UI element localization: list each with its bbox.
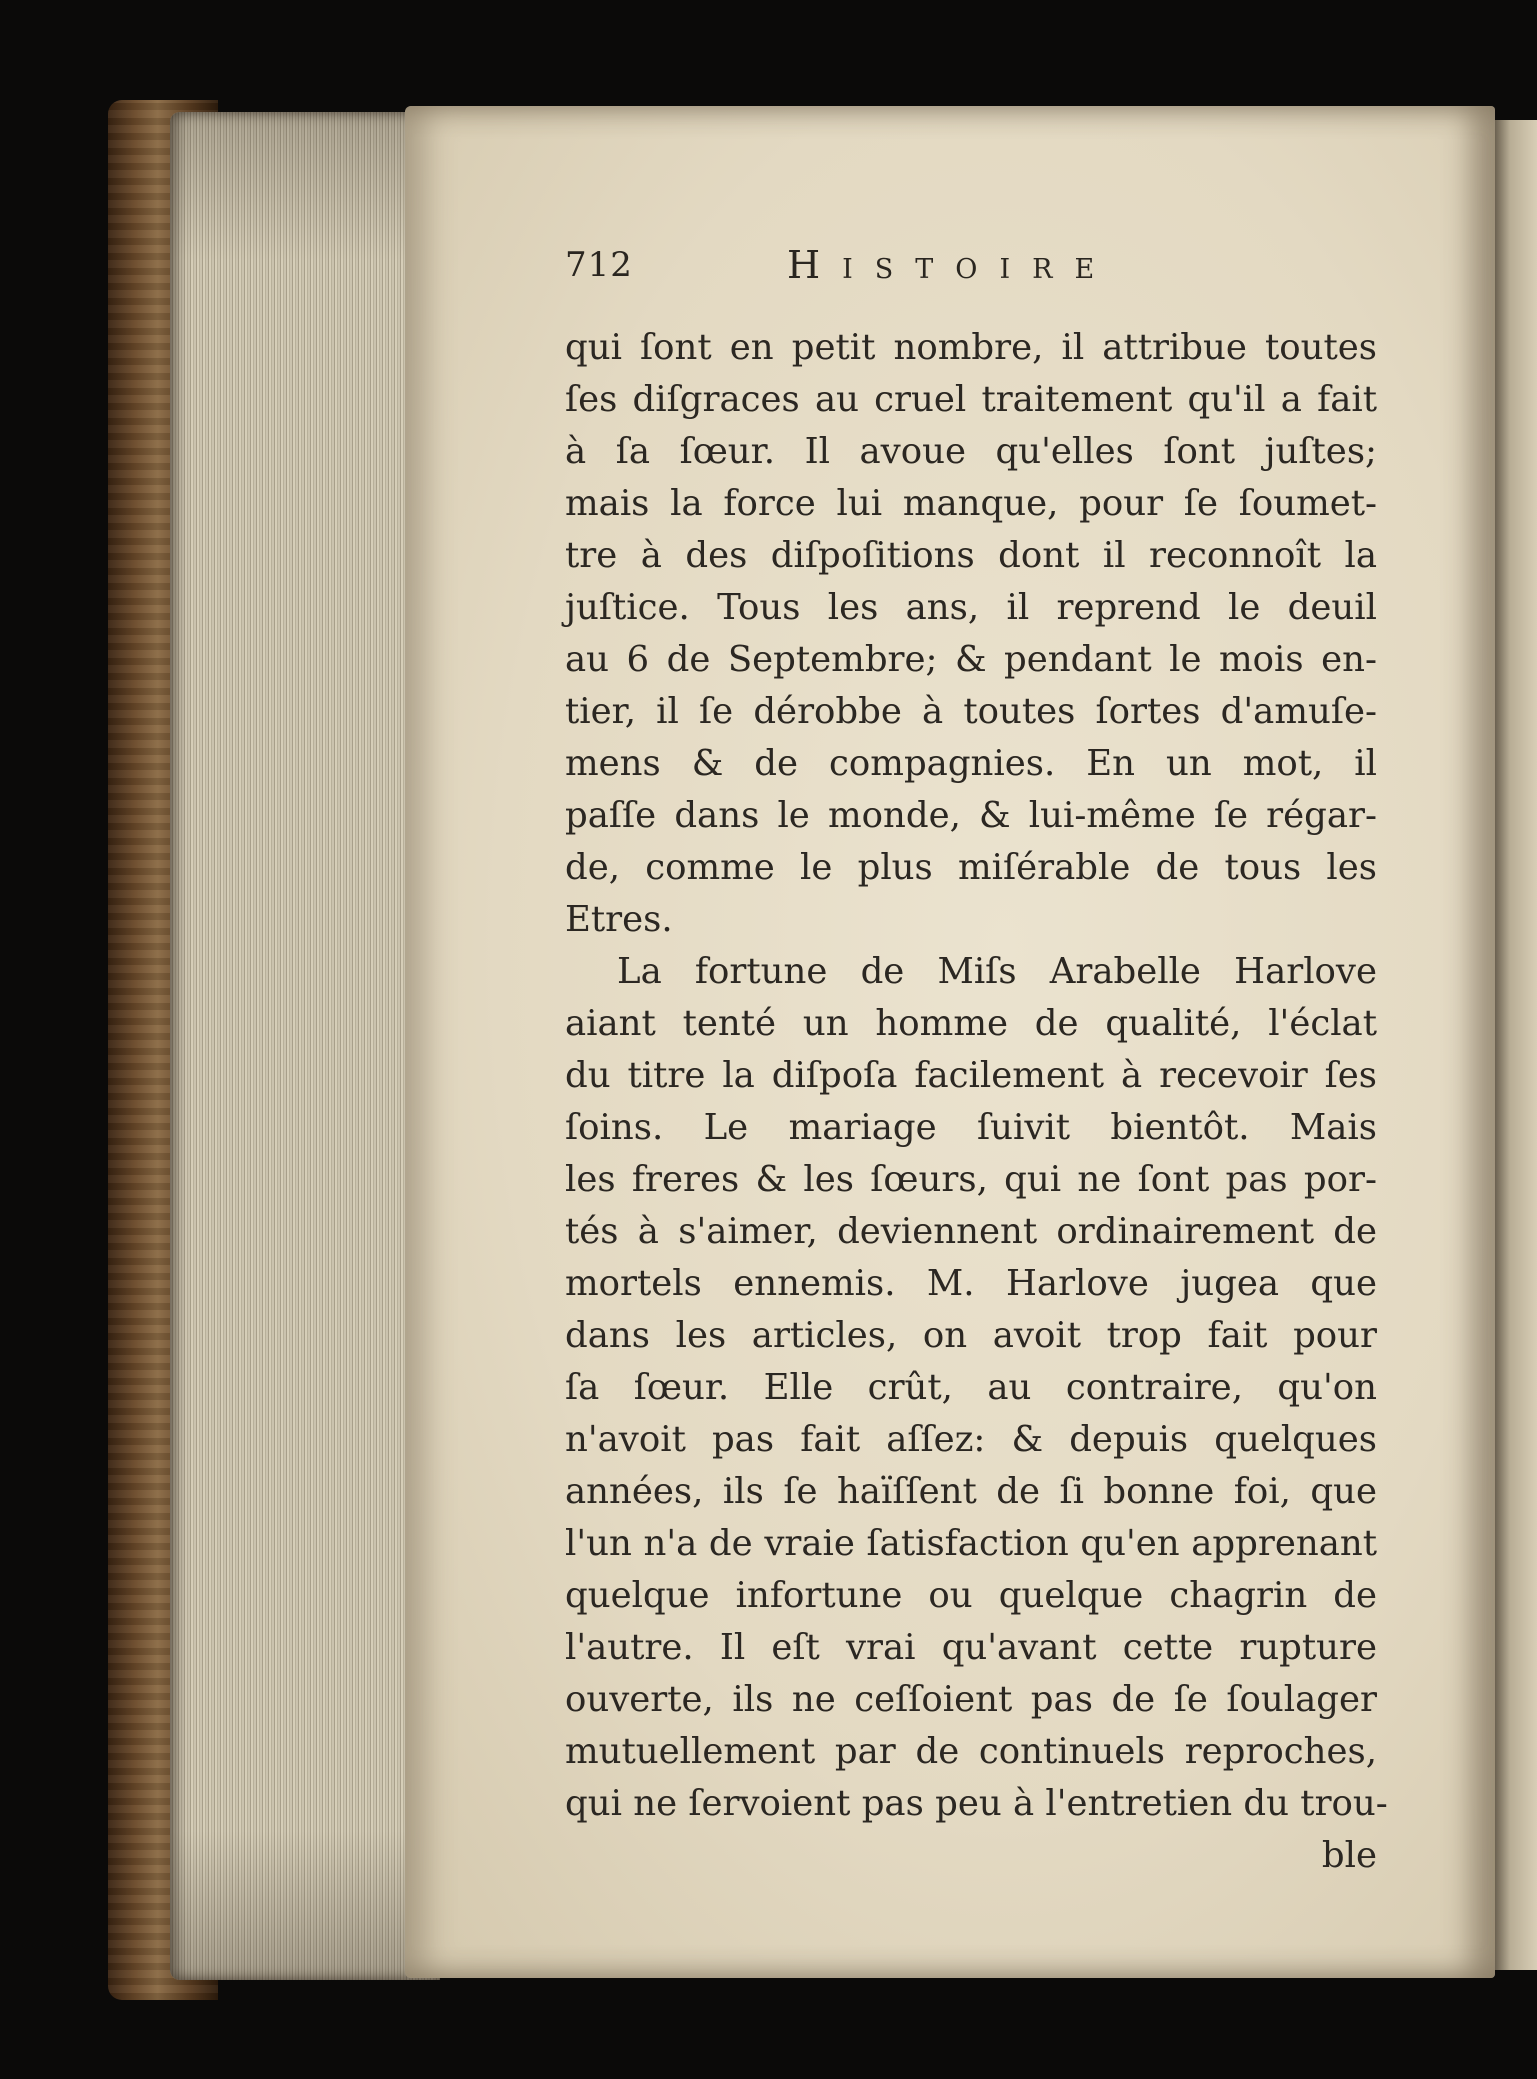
text-line: tés à s'aimer, deviennent ordinairement de xyxy=(565,1211,1377,1252)
text-line: ouverte, ils ne ceſſoient pas de ſe ſoulager xyxy=(565,1679,1377,1720)
text-line: ſa ſœur. Elle crût, au contraire, qu'on xyxy=(565,1367,1377,1408)
text-line: qui ſont en petit nombre, il attribue toutes xyxy=(565,327,1377,368)
text-line: ſoins. Le mariage ſuivit bientôt. Mais xyxy=(565,1107,1377,1148)
paragraph-end-line: Etres. xyxy=(565,899,673,940)
running-head: Histoire xyxy=(787,243,1117,287)
text-line: à ſa ſœur. Il avoue qu'elles ſont juſtes; xyxy=(565,431,1377,472)
catchword: ble xyxy=(1321,1835,1377,1876)
text-line: mens & de compagnies. En un mot, il xyxy=(565,743,1377,784)
text-line: l'un n'a de vraie ſatisfaction qu'en apprenant xyxy=(565,1523,1377,1564)
text-line: l'autre. Il eſt vrai qu'avant cette rupture xyxy=(565,1627,1377,1668)
text-line: n'avoit pas fait aſſez: & depuis quelques xyxy=(565,1419,1377,1460)
text-line: juſtice. Tous les ans, il reprend le deuil xyxy=(565,587,1377,628)
text-line: mutuellement par de continuels reproches, xyxy=(565,1731,1377,1772)
text-line: aiant tenté un homme de qualité, l'éclat xyxy=(565,1003,1377,1044)
text-line: tier, il ſe dérobbe à toutes ſortes d'amuſe- xyxy=(565,691,1377,732)
page-number: 712 xyxy=(565,245,633,285)
text-line: de, comme le plus miſérable de tous les xyxy=(565,847,1377,888)
text-line: au 6 de Septembre; & pendant le mois en- xyxy=(565,639,1377,680)
text-line: dans les articles, on avoit trop fait pour xyxy=(565,1315,1377,1356)
text-line: ſes diſgraces au cruel traitement qu'il a fait xyxy=(565,379,1377,420)
text-line: paſſe dans le monde, & lui-même ſe régar- xyxy=(565,795,1377,836)
text-line: quelque infortune ou quelque chagrin de xyxy=(565,1575,1377,1616)
paragraph-start-line: La fortune de Miſs Arabelle Harlove xyxy=(617,951,1377,992)
text-line: les freres & les ſœurs, qui ne ſont pas por- xyxy=(565,1159,1377,1200)
text-line: mortels ennemis. M. Harlove jugea que xyxy=(565,1263,1377,1304)
facing-page-edge xyxy=(1492,120,1537,1970)
body-text xyxy=(565,322,1388,1882)
text-line: tre à des diſpoſitions dont il reconnoît la xyxy=(565,535,1377,576)
page-header xyxy=(565,243,1385,293)
text-line: qui ne ſervoient pas peu à l'entretien du trou- xyxy=(565,1783,1388,1824)
page-edges xyxy=(170,112,440,1980)
text-line: du titre la diſpoſa facilement à recevoir ſes xyxy=(565,1055,1377,1096)
text-line: années, ils ſe haïſſent de ſi bonne foi, que xyxy=(565,1471,1377,1512)
text-line: mais la force lui manque, pour ſe ſoumet- xyxy=(565,483,1377,524)
